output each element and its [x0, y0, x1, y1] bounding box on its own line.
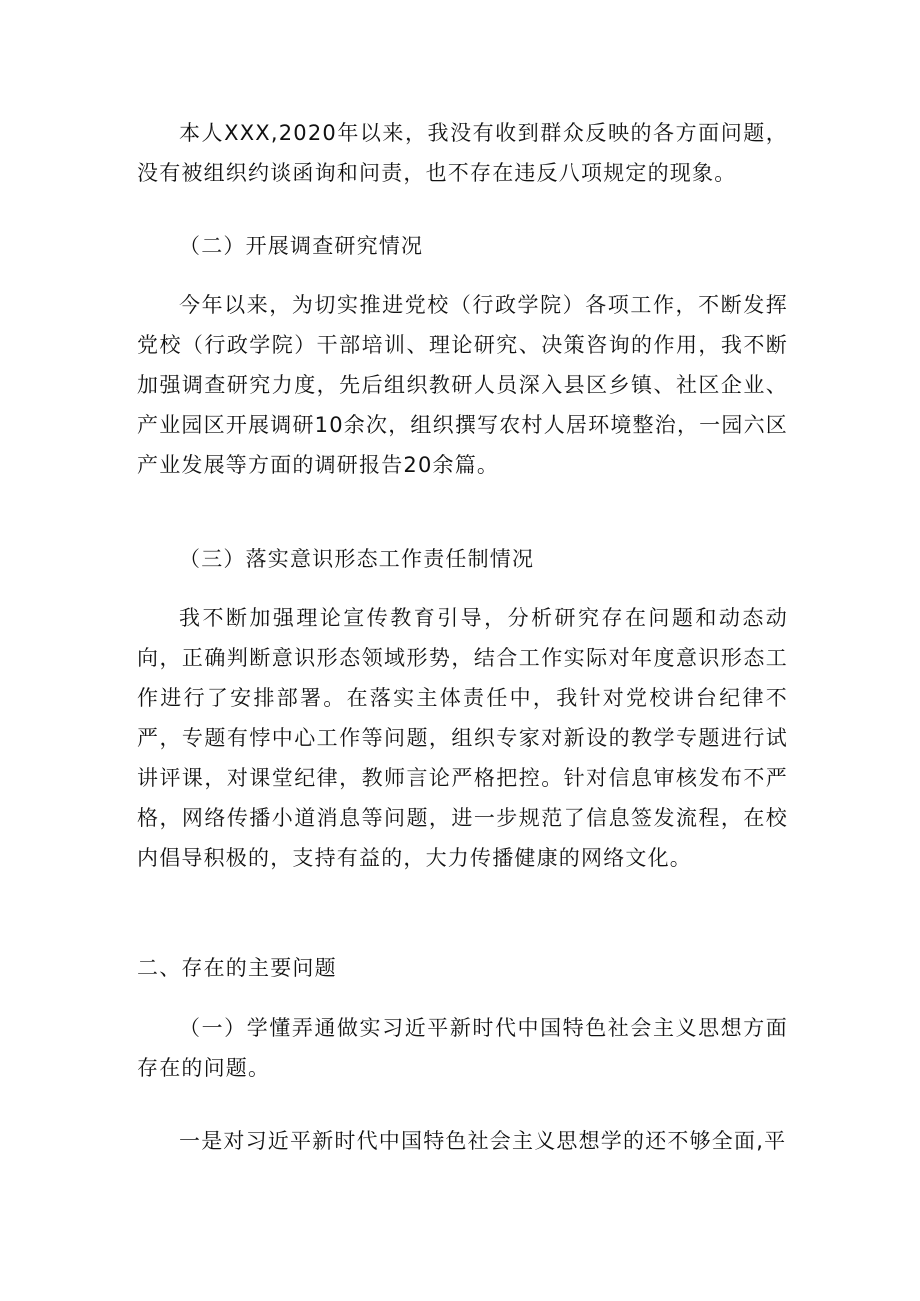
paragraph-study-problems: 一是对习近平新时代中国特色社会主义思想学的还不够全面,平	[179, 1129, 787, 1153]
paragraph-research: 今年以来，为切实推进党校（行政学院）各项工作，不断发挥党校（行政学院）干部培训、理论研究、决策咨询的作用，我不断加强调查研究力度，先后组织教研人员深入县区乡镇、社区企业、产业园区开展调研10余次，组织撰写农村人居环境整治，一园六区产业发展等方面的调研报告20余篇。	[137, 293, 788, 477]
heading-ideology: （三）落实意识形态工作责任制情况	[179, 547, 535, 571]
heading-research: （二）开展调查研究情况	[179, 234, 424, 258]
heading-study-problems: （一）学懂弄通做实习近平新时代中国特色社会主义思想方面存在的问题。	[137, 1016, 788, 1080]
section-heading-problems: 二、存在的主要问题	[137, 956, 337, 980]
paragraph-accountability: 本人XXX,2020年以来，我没有收到群众反映的各方面问题，没有被组织约谈函询和问责，也不存在违反八项规定的现象。	[137, 121, 788, 185]
paragraph-ideology: 我不断加强理论宣传教育引导，分析研究存在问题和动态动向，正确判断意识形态领域形势，结合工作实际对年度意识形态工作进行了安排部署。在落实主体责任中，我针对党校讲台纪律不严，专题有悖中心工作等问题，组织专家对新设的教学专题进行试讲评课，对课堂纪律，教师言论严格把控。针对信息审核发布不严格，网络传播小道消息等问题，进一步规范了信息签发流程，在校内倡导积极的，支持有益的，大力传播健康的网络文化。	[137, 606, 788, 870]
